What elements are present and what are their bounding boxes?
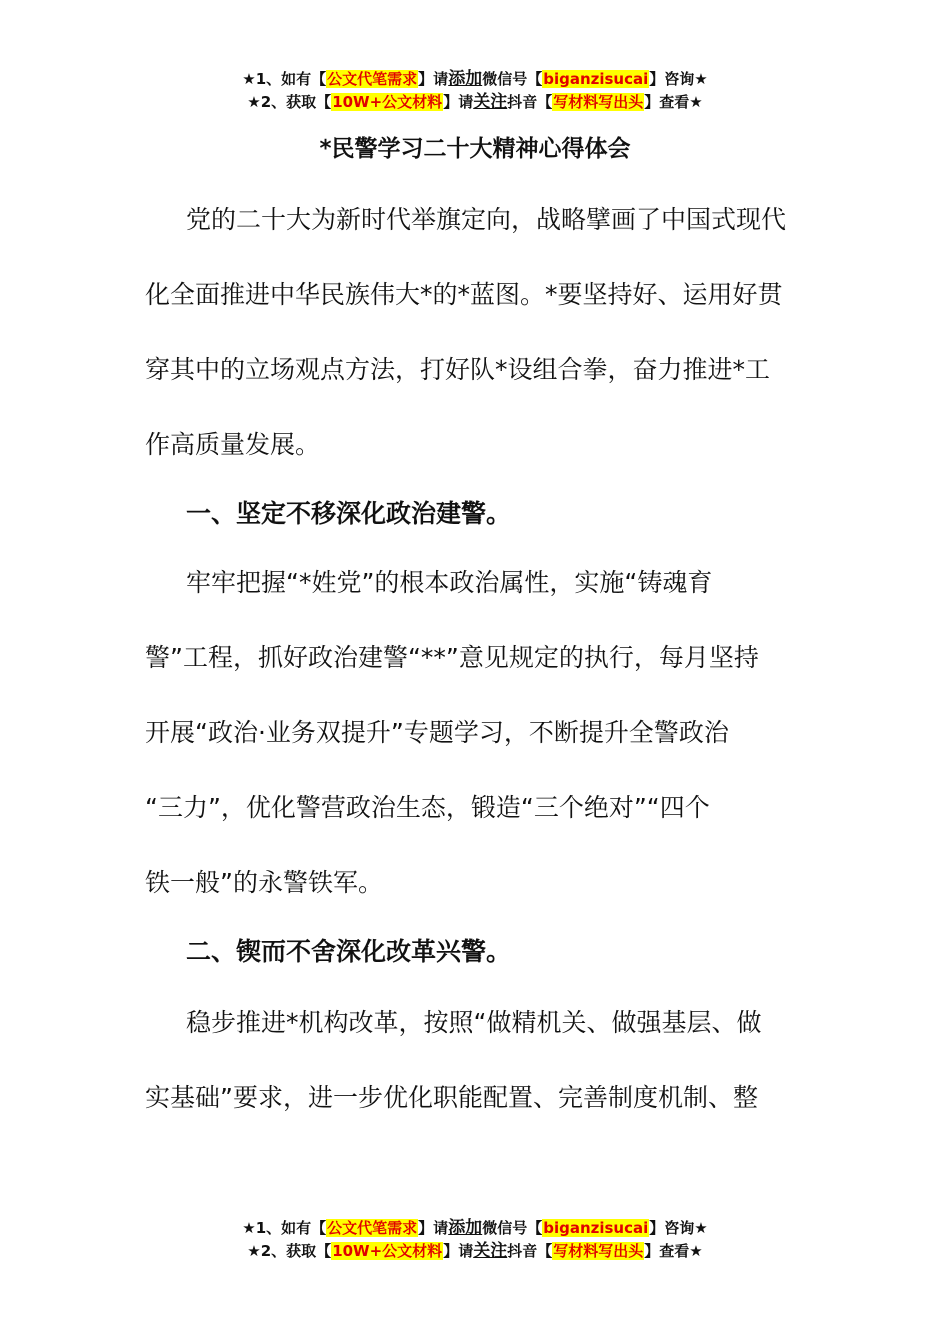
paragraph-line: 牢牢把握“*姓党”的根本政治属性，实施“铸魂育 bbox=[186, 568, 713, 597]
banner-line-2 bbox=[0, 1240, 950, 1263]
highlight-douyin-id: 写材料写出头 bbox=[553, 93, 644, 111]
paragraph-line: 作高质量发展。 bbox=[145, 430, 321, 459]
banner-line-1 bbox=[0, 68, 950, 91]
highlight-materials: 10W+公文材料 bbox=[332, 93, 443, 111]
highlight-service: 公文代笔需求 bbox=[327, 1219, 418, 1237]
banner-text: 微信号【 bbox=[482, 1219, 543, 1237]
paragraph-line: 实基础”要求，进一步优化职能配置、完善制度机制、整 bbox=[145, 1083, 758, 1112]
paragraph-line: 开展“政治·业务双提升”专题学习，不断提升全警政治 bbox=[145, 718, 729, 747]
highlight-service: 公文代笔需求 bbox=[327, 70, 418, 88]
banner-line-1 bbox=[0, 1217, 950, 1240]
banner-text: ★2、获取【 bbox=[247, 93, 332, 111]
highlight-wechat-id: biganzisucai bbox=[543, 1219, 649, 1237]
paragraph-line: 穿其中的立场观点方法，打好队*设组合拳，奋力推进*工 bbox=[145, 355, 771, 384]
banner-text: 】请 bbox=[418, 70, 449, 88]
bottom-banner bbox=[0, 1217, 950, 1263]
top-banner bbox=[0, 68, 950, 114]
banner-emphasis: 添加 bbox=[448, 1218, 483, 1238]
banner-text: 】咨询★ bbox=[649, 70, 708, 88]
banner-text: 】请 bbox=[443, 1242, 474, 1260]
banner-text: ★1、如有【 bbox=[242, 70, 327, 88]
highlight-douyin-id: 写材料写出头 bbox=[553, 1242, 644, 1260]
banner-text: 】咨询★ bbox=[649, 1219, 708, 1237]
banner-text: 】查看★ bbox=[644, 93, 703, 111]
paragraph-line: 警”工程，抓好政治建警“**”意见规定的执行，每月坚持 bbox=[145, 643, 759, 672]
banner-emphasis: 添加 bbox=[448, 69, 483, 89]
section-heading: 二、锲而不舍深化改革兴警。 bbox=[186, 937, 512, 966]
banner-text: 】请 bbox=[443, 93, 474, 111]
document-title: *民警学习二十大精神心得体会 bbox=[319, 136, 631, 162]
paragraph-line: 化全面推进中华民族伟大*的*蓝图。*要坚持好、运用好贯 bbox=[145, 280, 783, 309]
section-heading: 一、坚定不移深化政治建警。 bbox=[186, 499, 512, 528]
banner-emphasis: 关注 bbox=[473, 1241, 508, 1261]
banner-text: 】请 bbox=[418, 1219, 449, 1237]
banner-text: ★1、如有【 bbox=[242, 1219, 327, 1237]
paragraph-line: 党的二十大为新时代举旗定向，战略擘画了中国式现代 bbox=[186, 205, 787, 234]
highlight-wechat-id: biganzisucai bbox=[543, 70, 649, 88]
banner-text: 微信号【 bbox=[482, 70, 543, 88]
highlight-materials: 10W+公文材料 bbox=[332, 1242, 443, 1260]
paragraph-line: 铁一般”的永警铁军。 bbox=[145, 868, 383, 897]
banner-text: ★2、获取【 bbox=[247, 1242, 332, 1260]
banner-line-2 bbox=[0, 91, 950, 114]
banner-text: 抖音【 bbox=[507, 93, 553, 111]
paragraph-line: “三力”，优化警营政治生态，锻造“三个绝对”“四个 bbox=[145, 793, 710, 822]
banner-emphasis: 关注 bbox=[473, 92, 508, 112]
paragraph-line: 稳步推进*机构改革，按照“做精机关、做强基层、做 bbox=[186, 1008, 762, 1037]
banner-text: 抖音【 bbox=[507, 1242, 553, 1260]
banner-text: 】查看★ bbox=[644, 1242, 703, 1260]
